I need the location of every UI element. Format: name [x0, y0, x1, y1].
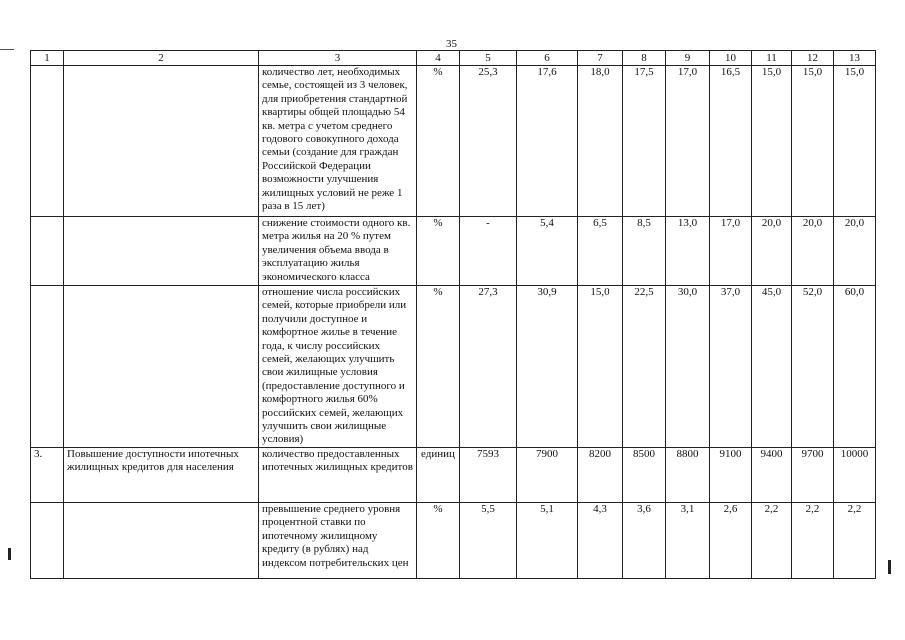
value-cell: 5,5: [460, 503, 517, 579]
value-cell: 3,6: [623, 503, 666, 579]
goal-cell: [64, 217, 259, 286]
value-cell: 9400: [752, 448, 792, 503]
col-header: 7: [578, 51, 623, 66]
indicator-cell: превышение среднего уровня процентной ставки по ипотечному жилищному кредиту (в рублях) над индексом потребительских цен: [259, 503, 417, 579]
value-cell: 15,0: [752, 66, 792, 217]
value-cell: 8,5: [623, 217, 666, 286]
value-cell: 37,0: [710, 286, 752, 448]
value-cell: 10000: [834, 448, 876, 503]
value-cell: 2,2: [834, 503, 876, 579]
scan-edge-mark: [8, 548, 11, 560]
value-cell: 16,5: [710, 66, 752, 217]
margin-rule: [0, 49, 14, 50]
indicator-cell: отношение числа российских семей, которые приобрели или получили доступное и комфортное жилье в течение года, к числу российских семей, желающих улучшить свои жилищные условия (предоставление доступного и комфортного жилья 60% российских семей, желающих улучшить свои жилищные условия): [259, 286, 417, 448]
value-cell: 4,3: [578, 503, 623, 579]
indicators-table: [30, 50, 876, 579]
goal-cell: Повышение доступности ипотечных жилищных кредитов для населения: [64, 448, 259, 503]
indicator-cell: количество предоставленных ипотечных жилищных кредитов: [259, 448, 417, 503]
row-number: [31, 217, 64, 286]
row-number: [31, 66, 64, 217]
table-row: [31, 448, 876, 503]
value-cell: 22,5: [623, 286, 666, 448]
value-cell: 3,1: [666, 503, 710, 579]
indicator-cell: снижение стоимости одного кв. метра жилья на 20 % путем увеличения объема ввода в эксплуатацию жилья экономического класса: [259, 217, 417, 286]
value-cell: 9700: [792, 448, 834, 503]
goal-cell: [64, 286, 259, 448]
unit-cell: %: [417, 503, 460, 579]
value-cell: 15,0: [834, 66, 876, 217]
indicator-cell: количество лет, необходимых семье, состоящей из 3 человек, для приобретения стандартной квартиры общей площадью 54 кв. метра с учетом среднего годового совокупного дохода семьи (создание для граждан Российской Федерации возможности улучшения жилищных условий не реже 1 раза в 15 лет): [259, 66, 417, 217]
value-cell: 17,6: [517, 66, 578, 217]
col-header: 2: [64, 51, 259, 66]
value-cell: 20,0: [792, 217, 834, 286]
unit-cell: %: [417, 286, 460, 448]
col-header: 11: [752, 51, 792, 66]
col-header: 3: [259, 51, 417, 66]
value-cell: 52,0: [792, 286, 834, 448]
value-cell: 9100: [710, 448, 752, 503]
table-row: [31, 66, 876, 217]
page-number: 35: [446, 38, 457, 50]
goal-cell: [64, 66, 259, 217]
value-cell: 8500: [623, 448, 666, 503]
column-number-row: [31, 51, 876, 66]
col-header: 5: [460, 51, 517, 66]
goal-cell: [64, 503, 259, 579]
value-cell: 30,0: [666, 286, 710, 448]
value-cell: 18,0: [578, 66, 623, 217]
table-row: [31, 503, 876, 579]
value-cell: 6,5: [578, 217, 623, 286]
value-cell: 13,0: [666, 217, 710, 286]
value-cell: 5,4: [517, 217, 578, 286]
value-cell: 2,6: [710, 503, 752, 579]
col-header: 4: [417, 51, 460, 66]
unit-cell: %: [417, 217, 460, 286]
value-cell: 17,5: [623, 66, 666, 217]
row-number: [31, 286, 64, 448]
value-cell: 20,0: [834, 217, 876, 286]
col-header: 9: [666, 51, 710, 66]
col-header: 13: [834, 51, 876, 66]
value-cell: 25,3: [460, 66, 517, 217]
value-cell: -: [460, 217, 517, 286]
value-cell: 8800: [666, 448, 710, 503]
scan-edge-mark: [888, 560, 891, 574]
unit-cell: единиц: [417, 448, 460, 503]
value-cell: 15,0: [792, 66, 834, 217]
value-cell: 60,0: [834, 286, 876, 448]
value-cell: 8200: [578, 448, 623, 503]
row-number: 3.: [31, 448, 64, 503]
value-cell: 17,0: [666, 66, 710, 217]
value-cell: 45,0: [752, 286, 792, 448]
unit-cell: %: [417, 66, 460, 217]
value-cell: 7900: [517, 448, 578, 503]
col-header: 6: [517, 51, 578, 66]
value-cell: 7593: [460, 448, 517, 503]
value-cell: 17,0: [710, 217, 752, 286]
col-header: 10: [710, 51, 752, 66]
value-cell: 15,0: [578, 286, 623, 448]
table-row: [31, 286, 876, 448]
value-cell: 2,2: [752, 503, 792, 579]
col-header: 1: [31, 51, 64, 66]
col-header: 12: [792, 51, 834, 66]
value-cell: 5,1: [517, 503, 578, 579]
value-cell: 30,9: [517, 286, 578, 448]
value-cell: 27,3: [460, 286, 517, 448]
value-cell: 2,2: [792, 503, 834, 579]
table-row: [31, 217, 876, 286]
row-number: [31, 503, 64, 579]
col-header: 8: [623, 51, 666, 66]
value-cell: 20,0: [752, 217, 792, 286]
